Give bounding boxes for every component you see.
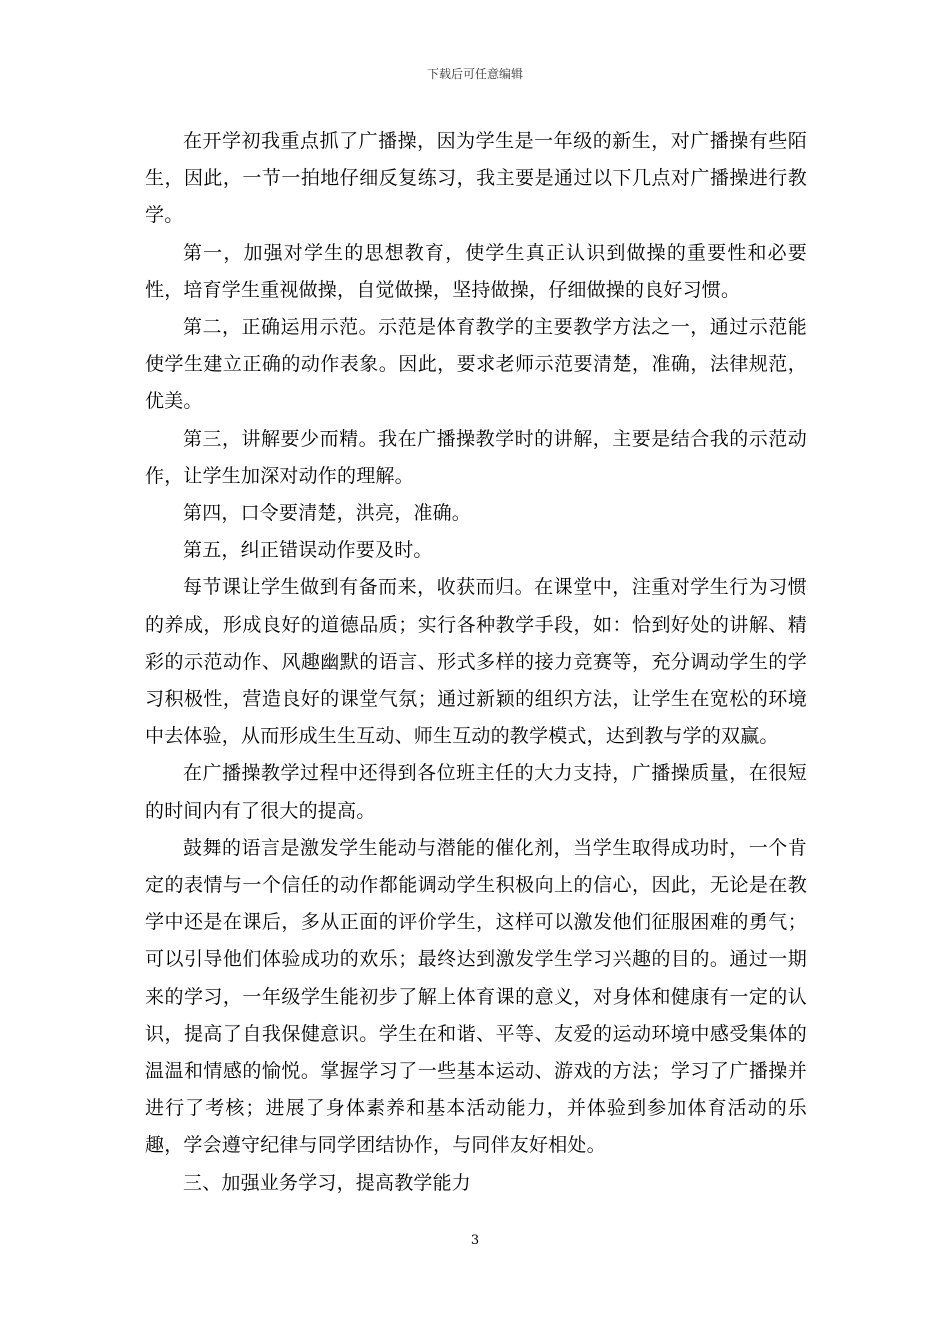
- paragraph-9: 鼓舞的语言是激发学生能动与潜能的催化剂，当学生取得成功时，一个肯定的表情与一个信任的动作都能调动学生积极向上的信心，因此，无论是在教学中还是在课后，多从正面的评价学生，这样可以激发他们征服困难的勇气；可以引导他们体验成功的欢乐；最终达到激发学生学习兴趣的目的。通过一期来的学习，一年级学生能初步了解上体育课的意义，对身体和健康有一定的认识，提高了自我保健意识。学生在和谐、平等、友爱的运动环境中感受集体的温温和情感的愉悦。掌握学习了一些基本运动、游戏的方法；学习了广播操并进行了考核；进展了身体素养和基本活动能力，并体验到参加体育活动的乐趣，学会遵守纪律与同学团结协作，与同伴友好相处。: [145, 836, 807, 1157]
- paragraph-8: 在广播操教学过程中还得到各位班主任的大力支持，广播操质量，在很短的时间内有了很大的提高。: [145, 762, 807, 822]
- paragraph-5: 第四，口令要清楚，洪亮，准确。: [183, 502, 472, 525]
- paragraph-7: 每节课让学生做到有备而来，收获而归。在课堂中，注重对学生行为习惯的养成，形成良好的道德品质；实行各种教学手段，如：恰到好处的讲解、精彩的示范动作、风趣幽默的语言、形式多样的接力竞赛等，充分调动学生的学习积极性，营造良好的课堂气氛；通过新颖的组织方法，让学生在宽松的环境中去体验，从而形成生生互动、师生互动的教学模式，达到教与学的双赢。: [145, 576, 807, 748]
- page-header: 下载后可任意编辑: [426, 67, 523, 81]
- paragraph-2: 第一，加强对学生的思想教育，使学生真正认识到做操的重要性和必要性，培育学生重视做操，自觉做操，坚持做操，仔细做操的良好习惯。: [145, 241, 807, 301]
- paragraph-4: 第三，讲解要少而精。我在广播操教学时的讲解，主要是结合我的示范动作，让学生加深对动作的理解。: [145, 427, 807, 487]
- paragraph-3: 第二，正确运用示范。示范是体育教学的主要教学方法之一，通过示范能使学生建立正确的动作表象。因此，要求老师示范要清楚，准确，法律规范，优美。: [145, 316, 807, 413]
- document-body: [145, 123, 807, 1202]
- page-number: 3: [470, 1233, 480, 1248]
- paragraph-6: 第五，纠正错误动作要及时。: [183, 539, 433, 562]
- section-heading: 三、加强业务学习，提高教学能力: [183, 1171, 472, 1194]
- paragraph-1: 在开学初我重点抓了广播操，因为学生是一年级的新生，对广播操有些陌生，因此，一节一拍地仔细反复练习，我主要是通过以下几点对广播操进行教学。: [145, 130, 807, 227]
